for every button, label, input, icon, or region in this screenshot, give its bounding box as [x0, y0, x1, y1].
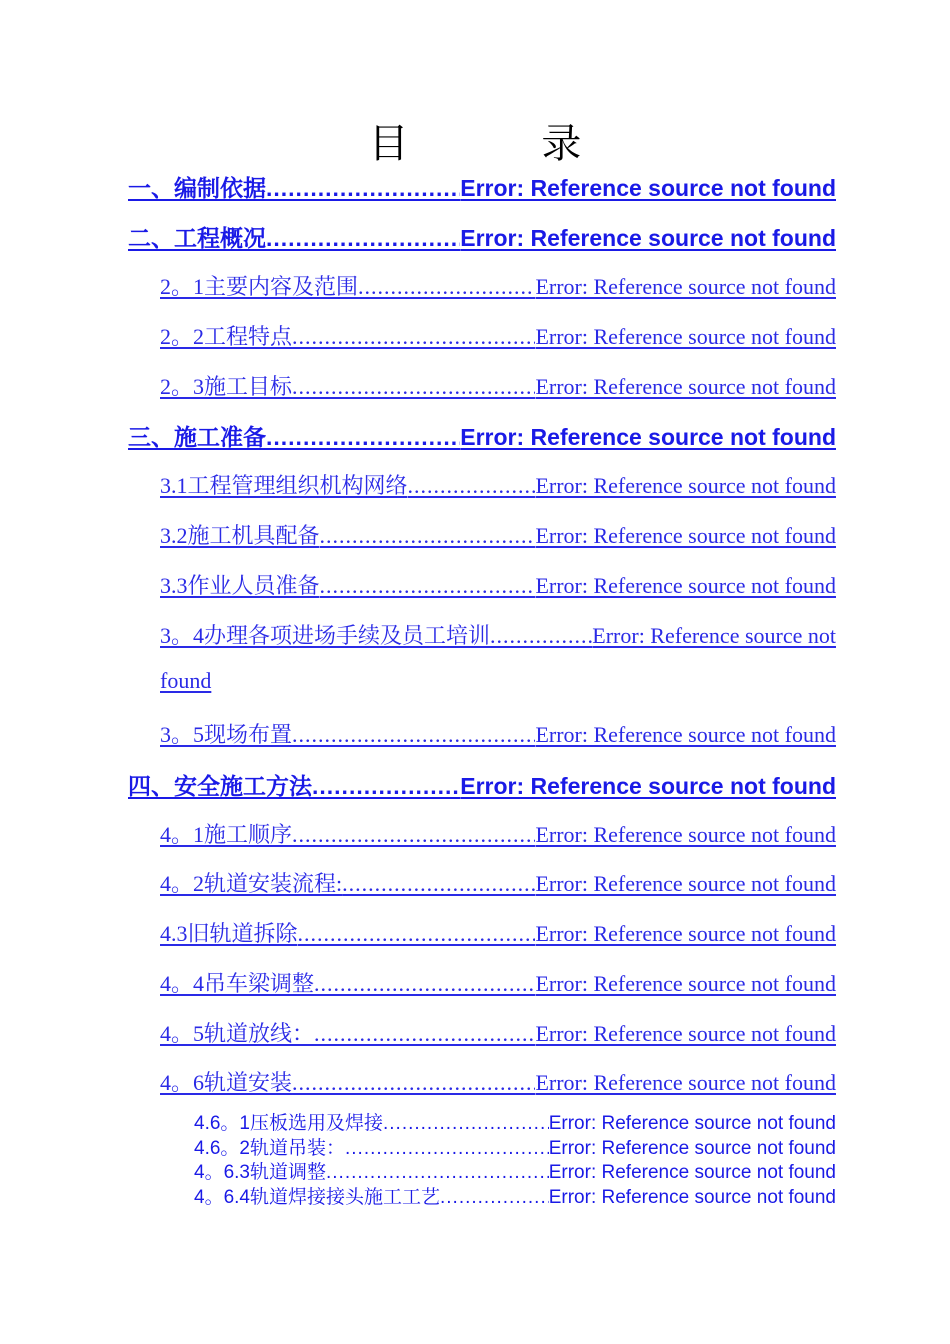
- toc-entry-label: 4.3旧轨道拆除: [160, 921, 298, 946]
- toc-entry-ref: Error: Reference source not found: [548, 1113, 836, 1132]
- leader-dots: [320, 573, 536, 599]
- toc-entry-label: 4。4吊车梁调整: [160, 971, 315, 996]
- leader-dots: [345, 1138, 549, 1157]
- toc-entry-ref: Error: Reference source not found: [548, 1187, 836, 1206]
- toc-entry-label: 4.6。2轨道吊装：: [194, 1138, 345, 1157]
- toc-entry-2[interactable]: [128, 220, 836, 254]
- toc-entry-ref: Error: Reference source not found: [548, 1162, 836, 1181]
- toc-entry-ref: Error: Reference source not found: [548, 1138, 836, 1157]
- leader-dots: [292, 324, 535, 350]
- toc-entry-ref: Error: Reference source not found: [535, 274, 836, 299]
- toc-entry-label: 4。6.4轨道焊接接头施工工艺: [194, 1187, 440, 1206]
- toc-entry-ref: Error: Reference source not found: [460, 424, 836, 450]
- leader-dots: [266, 424, 460, 451]
- leader-dots: [320, 523, 536, 549]
- toc-entry-ref: Error: Reference source not found: [535, 722, 836, 747]
- toc-entry-3-3[interactable]: [160, 569, 836, 603]
- leader-dots: [266, 225, 460, 252]
- toc-entry-label: 四、安全施工方法: [128, 773, 312, 799]
- toc-entry-4-4[interactable]: [160, 967, 836, 1001]
- toc-entry-label: 3.3作业人员准备: [160, 573, 320, 598]
- leader-dots: [342, 871, 535, 897]
- toc-entry-2-1[interactable]: [160, 270, 836, 304]
- leader-dots: [408, 473, 536, 499]
- toc-entry-3[interactable]: [128, 419, 836, 453]
- toc-entry-label: 2。2工程特点: [160, 324, 293, 349]
- toc-entry-4-6-4[interactable]: [194, 1182, 836, 1206]
- toc-entry-4-2[interactable]: [160, 867, 836, 901]
- leader-dots: [383, 1113, 549, 1132]
- toc-entry-ref: Error: Reference source not found: [535, 971, 836, 996]
- toc-entry-ref: Error: Reference source not found: [535, 473, 836, 498]
- leader-dots: [292, 1070, 535, 1096]
- toc-entry-ref: Error: Reference source not found: [535, 822, 836, 847]
- toc-entry-label: 3。4办理各项进场手续及员工培训: [160, 623, 491, 648]
- toc-entry-ref: Error: Reference source not found: [535, 573, 836, 598]
- toc-entry-4-6-3[interactable]: [194, 1157, 836, 1181]
- toc-entry-3-5[interactable]: [160, 718, 836, 752]
- toc-entry-4[interactable]: [128, 768, 836, 802]
- toc-entry-ref: Error: Reference source not found: [460, 773, 836, 799]
- toc-entry-4-1[interactable]: [160, 818, 836, 852]
- toc-entry-ref: Error: Reference source not found: [535, 1021, 836, 1046]
- toc-entry-4-3[interactable]: [160, 917, 836, 951]
- toc-entry-label: 4.6。1压板选用及焊接: [194, 1113, 383, 1132]
- toc-entry-4-6-1[interactable]: [194, 1108, 836, 1132]
- leader-dots: [312, 773, 460, 800]
- toc-entry-label: 三、施工准备: [128, 424, 266, 450]
- toc-entry-label: 4。6.3轨道调整: [194, 1162, 326, 1181]
- toc-entry-label: 二、工程概况: [128, 225, 266, 251]
- toc-entry-ref: Error: Reference source not found: [460, 175, 836, 201]
- toc-entry-label: 4。5轨道放线：: [160, 1021, 315, 1046]
- leader-dots: [266, 175, 460, 202]
- leader-dots: [326, 1162, 549, 1181]
- leader-dots: [292, 722, 535, 748]
- toc-title: 目 录: [368, 121, 642, 167]
- leader-dots: [314, 971, 535, 997]
- toc-entry-1[interactable]: [128, 170, 836, 204]
- toc-entry-3-4-wrap[interactable]: found: [160, 668, 212, 693]
- toc-entry-ref: Error: Reference source not found: [535, 1070, 836, 1095]
- toc-entry-3-4[interactable]: [160, 619, 836, 653]
- leader-dots: [490, 623, 592, 649]
- toc-entry-ref: Error: Reference source not found: [460, 225, 836, 251]
- toc-entry-ref: Error: Reference source not found: [535, 324, 836, 349]
- toc-entry-ref: Error: Reference source not found: [535, 374, 836, 399]
- leader-dots: [292, 374, 535, 400]
- leader-dots: [358, 274, 535, 300]
- toc-entry-3-2[interactable]: [160, 519, 836, 553]
- toc-entry-label: 3.1工程管理组织机构网络: [160, 473, 408, 498]
- toc-entry-label: 2。3施工目标: [160, 374, 293, 399]
- toc-entry-4-6-2[interactable]: [194, 1133, 836, 1157]
- toc-entry-label: 4。2轨道安装流程:: [160, 871, 343, 896]
- toc-entry-2-3[interactable]: [160, 370, 836, 404]
- toc-entry-label: 4。6轨道安装: [160, 1070, 293, 1095]
- toc-entry-label: 一、编制依据: [128, 175, 266, 201]
- toc-entry-label: 3.2施工机具配备: [160, 523, 320, 548]
- toc-entry-ref: Error: Reference source not found: [535, 523, 836, 548]
- toc-entry-ref: Error: Reference source not found: [535, 921, 836, 946]
- toc-entry-4-5[interactable]: [160, 1017, 836, 1051]
- toc-entry-label: 2。1主要内容及范围: [160, 274, 359, 299]
- toc-entry-label: 3。5现场布置: [160, 722, 293, 747]
- toc-entry-2-2[interactable]: [160, 320, 836, 354]
- toc-entry-3-1[interactable]: [160, 469, 836, 503]
- leader-dots: [440, 1187, 549, 1206]
- toc-entry-4-6[interactable]: [160, 1066, 836, 1100]
- leader-dots: [292, 822, 535, 848]
- leader-dots: [298, 921, 536, 947]
- leader-dots: [314, 1021, 535, 1047]
- toc-entry-label: 4。1施工顺序: [160, 822, 293, 847]
- toc-entry-ref: Error: Reference source not: [592, 623, 836, 648]
- toc-entry-ref: Error: Reference source not found: [535, 871, 836, 896]
